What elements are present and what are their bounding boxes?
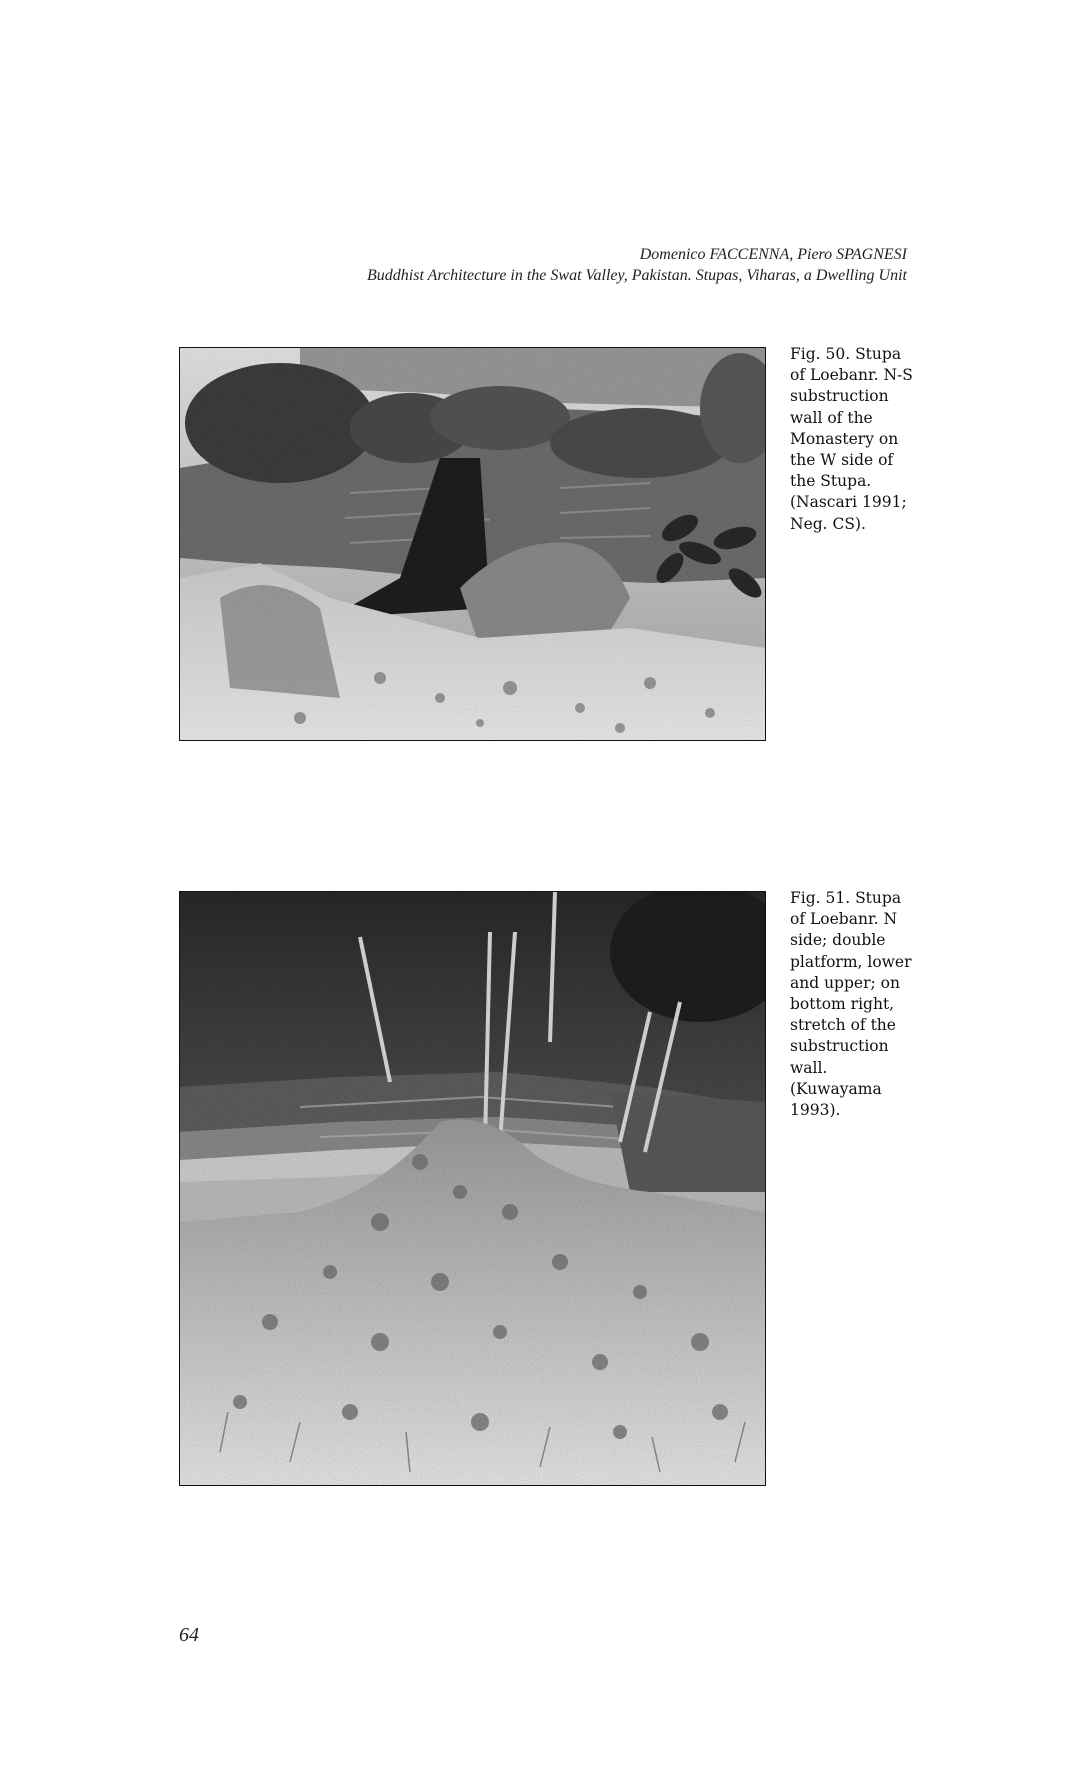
stone-wall-photo — [180, 348, 765, 740]
double-platform-photo — [180, 892, 765, 1485]
figure-51-caption: Fig. 51. Stupa of Loebanr. N side; double platform, lower and upper; on bottom right, stretch of the substruction wall. (Kuwayama 1993). — [790, 889, 912, 1120]
page-number: 64 — [179, 1624, 199, 1646]
running-head-authors: Domenico FACCENNA, Piero SPAGNESI — [639, 246, 907, 263]
running-head-book-title: Buddhist Architecture in the Swat Valley, Pakistan. Stupas, Viharas, a Dwelling Unit — [367, 267, 907, 284]
running-head — [367, 244, 907, 286]
figure-50-photo — [179, 347, 766, 741]
figure-51-photo — [179, 891, 766, 1486]
figure-50-caption: Fig. 50. Stupa of Loebanr. N-S substruction wall of the Monastery on the W side of the Stupa. (Nascari 1991; Neg. CS). — [790, 345, 913, 533]
